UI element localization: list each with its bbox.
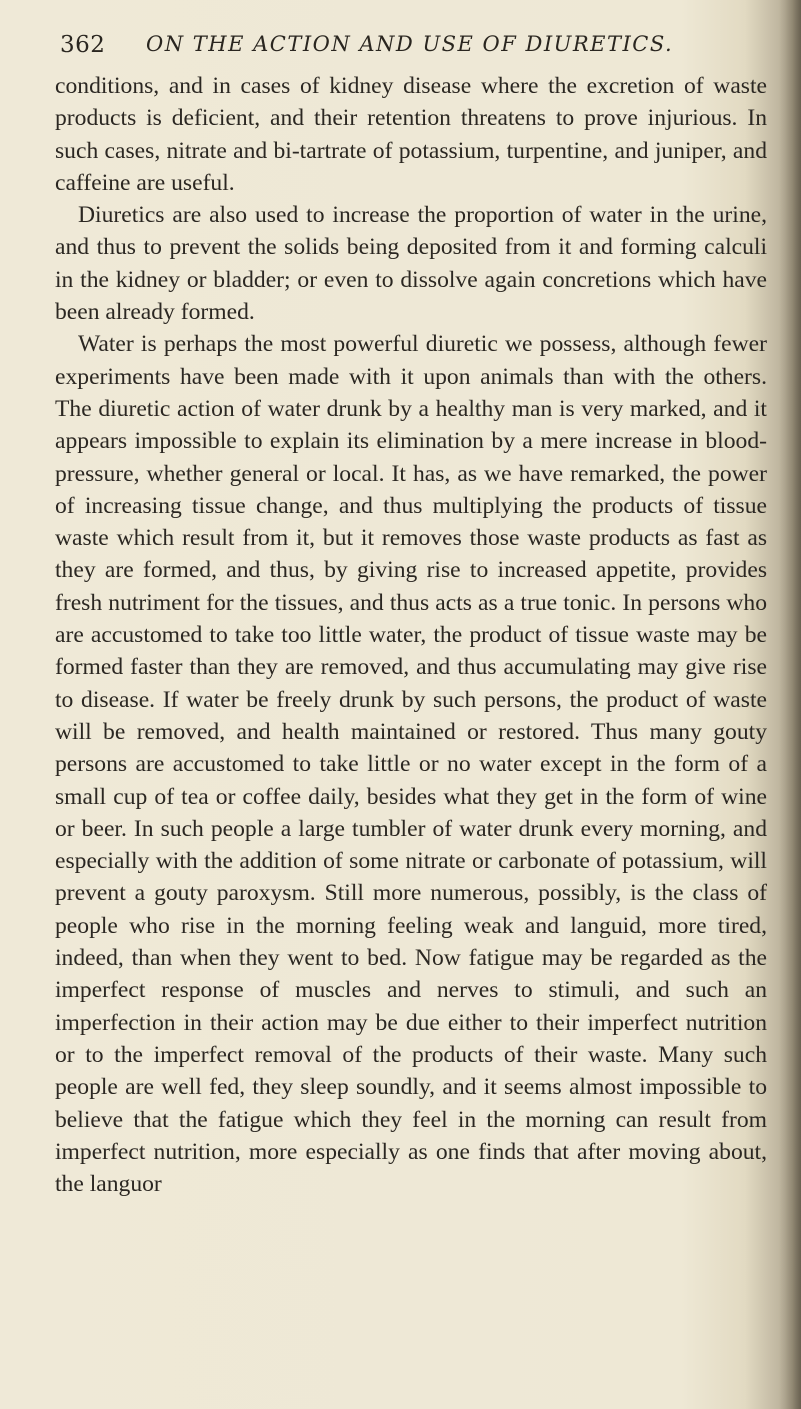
page-number: 362: [60, 32, 106, 58]
body-text: [55, 70, 767, 1200]
page-header: [60, 30, 700, 70]
running-title: ON THE ACTION AND USE OF DIURETICS.: [146, 32, 674, 56]
paragraph-3: Water is perhaps the most powerful diuretic we possess, although fewer experiments have been made with it upon animals than with the others. The diuretic action of water drunk by a healthy man is very marked, and it appears impossible to explain its elimination by a mere increase in blood-pressure, whether general or local. It has, as we have remarked, the power of increasing tissue change, and thus multiplying the products of tissue waste which result from it, but it removes those waste products as fast as they are formed, and thus, by giving rise to increased appetite, provides fresh nutriment for the tissues, and thus acts as a true tonic. In persons who are accustomed to take too little water, the product of tissue waste may be formed faster than they are removed, and thus accumulating may give rise to disease. If water be freely drunk by such persons, the product of waste will be removed, and health maintained or restored. Thus many gouty persons are accustomed to take little or no water except in the form of a small cup of tea or coffee daily, besides what they get in the form of wine or beer. In such people a large tumbler of water drunk every morning, and especially with the addition of some nitrate or carbonate of potassium, will prevent a gouty paroxysm. Still more numerous, possibly, is the class of people who rise in the morning feeling weak and languid, more tired, indeed, than when they went to bed. Now fatigue may be regarded as the imperfect response of muscles and nerves to stimuli, and such an imperfection in their action may be due either to their imperfect nutrition or to the imperfect removal of the products of their waste. Many such people are well fed, they sleep soundly, and it seems almost impossible to believe that the fatigue which they feel in the morning can result from imperfect nutrition, more especially as one finds that after moving about, the languor: [55, 331, 767, 1198]
paragraph-2: Diuretics are also used to increase the proportion of water in the urine, and thus to prevent the solids being deposited from it and forming calculi in the kidney or bladder; or even to dissolve again concretions which have been already formed.: [55, 202, 767, 326]
page-edge-shadow: [779, 0, 801, 1409]
paragraph-1: conditions, and in cases of kidney disease where the excretion of waste products is deficient, and their retention threatens to prove injurious. In such cases, nitrate and bi-tartrate of potassium, turpentine, and juniper, and caffeine are useful.: [55, 73, 767, 196]
